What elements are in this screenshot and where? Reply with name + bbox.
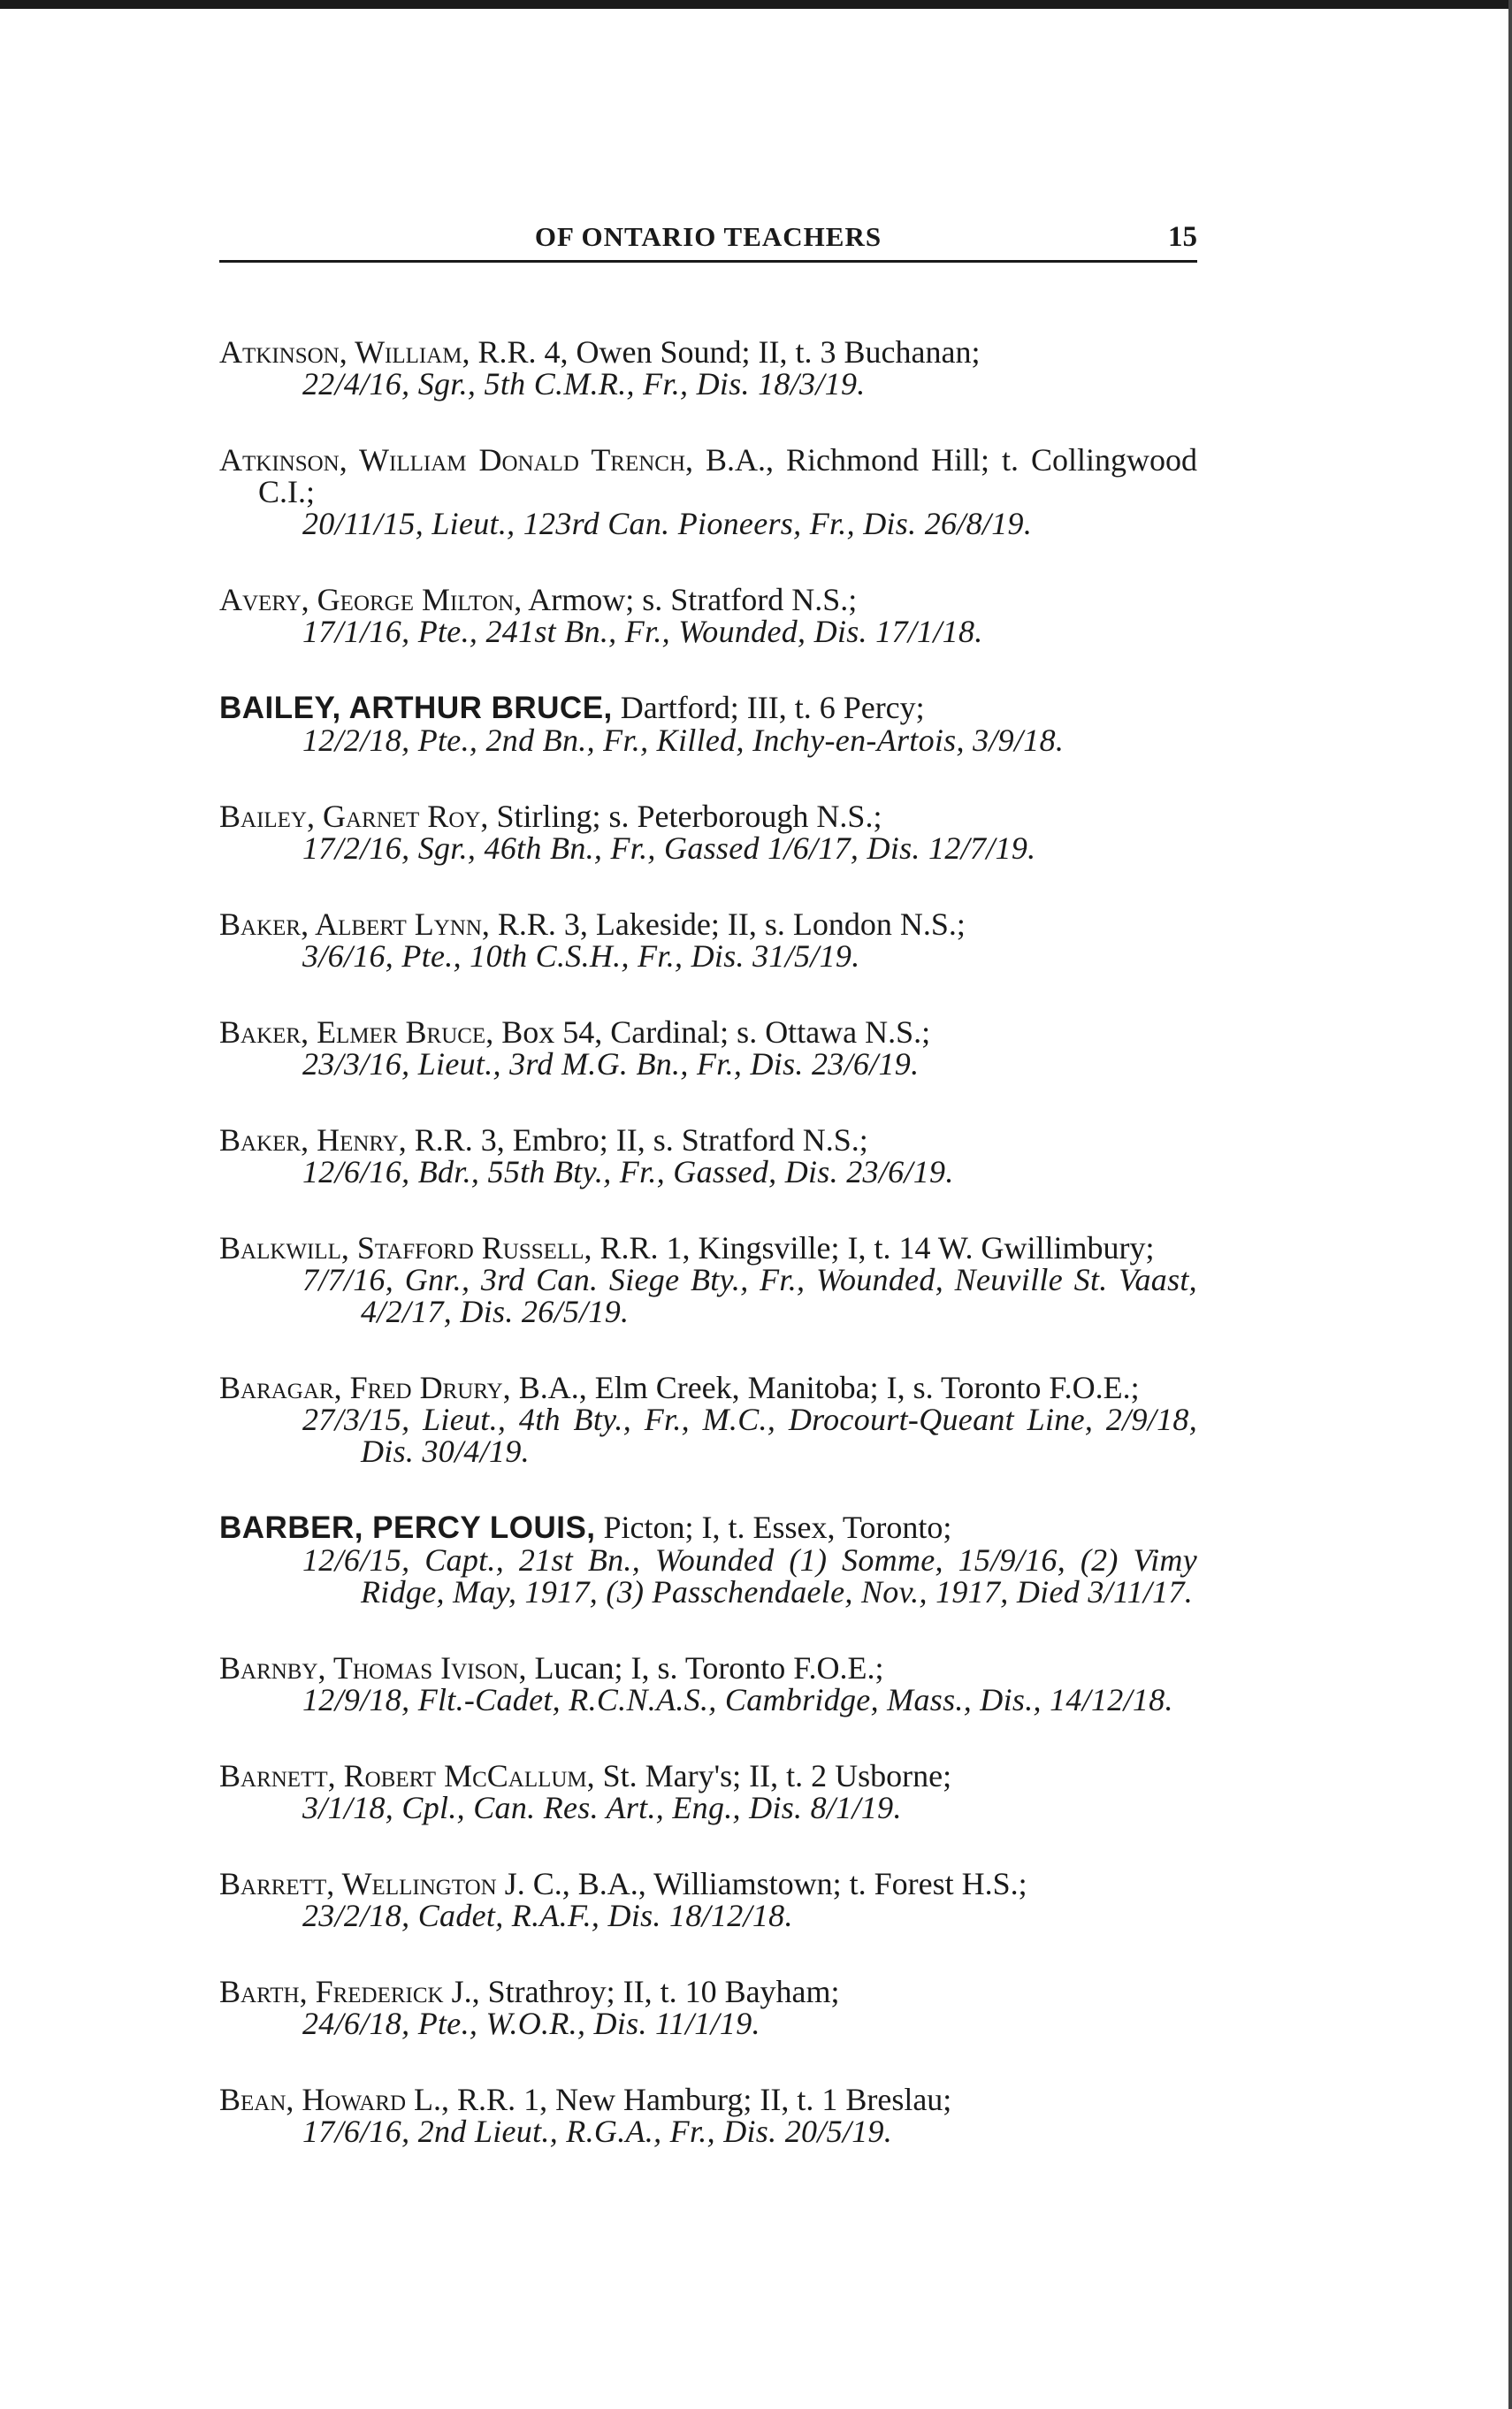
entry-name: Bailey, Garnet Roy,	[219, 799, 489, 834]
entry-details: B.A., Williamstown; t. Forest H.S.;	[569, 1866, 1027, 1901]
list-item	[219, 1652, 1197, 1716]
entry-name: Balkwill, Stafford Russell,	[219, 1230, 592, 1266]
list-item	[219, 336, 1197, 400]
entry-name-killed: BAILEY, ARTHUR BRUCE,	[219, 691, 613, 725]
entry-name-died: BARBER, PERCY LOUIS,	[219, 1510, 596, 1545]
entry-details: B.A., Richmond Hill; t. Collingwood C.I.;	[258, 442, 1198, 509]
list-item	[219, 1511, 1197, 1608]
list-item	[219, 908, 1197, 972]
entry-details: St. Mary's; II, t. 2 Usborne;	[594, 1758, 952, 1793]
entry-service: 17/1/16, Pte., 241st Bn., Fr., Wounded, Dis. 17/1/18.	[302, 614, 983, 649]
entry-service: 12/6/15, Capt., 21st Bn., Wounded (1) Somme, 15/9/16, (2) Vimy Ridge, May, 1917, (3) Passchendaele, Nov., 1917, Died 3/11/17.	[302, 1542, 1197, 1610]
entry-service: 17/2/16, Sgr., 46th Bn., Fr., Gassed 1/6/17, Dis. 12/7/19.	[302, 830, 1036, 866]
entry-name: Atkinson, William,	[219, 334, 470, 370]
entry-name: Barnby, Thomas Ivison,	[219, 1650, 527, 1686]
list-item	[219, 1372, 1197, 1467]
entry-details: Armow; s. Stratford N.S.;	[522, 582, 858, 617]
entry-service: 3/6/16, Pte., 10th C.S.H., Fr., Dis. 31/5/19.	[302, 938, 860, 974]
top-border-line	[0, 0, 1512, 9]
list-item	[219, 1232, 1197, 1327]
list-item	[219, 584, 1197, 647]
entry-name: Barnett, Robert McCallum,	[219, 1758, 595, 1793]
list-item	[219, 1976, 1197, 2039]
entry-details: Box 54, Cardinal; s. Ottawa N.S.;	[493, 1014, 931, 1050]
entry-name: Barrett, Wellington J. C.,	[219, 1866, 570, 1901]
entry-service: 20/11/15, Lieut., 123rd Can. Pioneers, Fr., Dis. 26/8/19.	[302, 506, 1033, 541]
entry-details: R.R. 3, Embro; II, s. Stratford N.S.;	[406, 1122, 868, 1158]
entry-name: Bean, Howard L.,	[219, 2082, 450, 2117]
entry-service: 12/6/16, Bdr., 55th Bty., Fr., Gassed, Dis. 23/6/19.	[302, 1154, 954, 1189]
entry-details: Picton; I, t. Essex, Toronto;	[595, 1510, 952, 1545]
list-item	[219, 2084, 1197, 2147]
entry-name: Baragar, Fred Drury,	[219, 1370, 511, 1405]
entry-details: R.R. 1, New Hamburg; II, t. 1 Breslau;	[449, 2082, 952, 2117]
entry-details: Strathroy; II, t. 10 Bayham;	[479, 1974, 840, 2009]
entry-service: 27/3/15, Lieut., 4th Bty., Fr., M.C., Drocourt-Queant Line, 2/9/18, Dis. 30/4/19.	[302, 1402, 1197, 1469]
entry-details: R.R. 3, Lakeside; II, s. London N.S.;	[489, 906, 966, 942]
list-item	[219, 1016, 1197, 1080]
entry-details: R.R. 1, Kingsville; I, t. 14 W. Gwillimbury;	[592, 1230, 1155, 1266]
header-rule	[219, 260, 1197, 263]
entry-service: 7/7/16, Gnr., 3rd Can. Siege Bty., Fr., Wounded, Neuville St. Vaast, 4/2/17, Dis. 26/5/19.	[302, 1262, 1197, 1329]
entry-service: 17/6/16, 2nd Lieut., R.G.A., Fr., Dis. 20/5/19.	[302, 2114, 893, 2149]
entry-service: 22/4/16, Sgr., 5th C.M.R., Fr., Dis. 18/3/19.	[302, 366, 866, 402]
entry-name: Baker, Henry,	[219, 1122, 407, 1158]
entry-name: Baker, Elmer Bruce,	[219, 1014, 494, 1050]
page-header	[219, 221, 1197, 256]
page-number: 15	[1168, 221, 1197, 253]
entry-name: Baker, Albert Lynn,	[219, 906, 490, 942]
entry-service: 12/9/18, Flt.-Cadet, R.C.N.A.S., Cambridge, Mass., Dis., 14/12/18.	[302, 1682, 1173, 1717]
entry-name: Avery, George Milton,	[219, 582, 523, 617]
entry-list	[219, 336, 1197, 2191]
list-item	[219, 1760, 1197, 1824]
entry-service: 3/1/18, Cpl., Can. Res. Art., Eng., Dis. 8/1/19.	[302, 1790, 902, 1825]
entry-details: R.R. 4, Owen Sound; II, t. 3 Buchanan;	[470, 334, 981, 370]
running-title: OF ONTARIO TEACHERS	[534, 221, 882, 252]
right-border-line	[1508, 0, 1512, 2409]
entry-details: Stirling; s. Peterborough N.S.;	[488, 799, 882, 834]
entry-service: 23/3/16, Lieut., 3rd M.G. Bn., Fr., Dis. 23/6/19.	[302, 1046, 920, 1082]
entry-name: Atkinson, William Donald Trench,	[219, 442, 694, 478]
entry-details: B.A., Elm Creek, Manitoba; I, s. Toronto F.O.E.;	[510, 1370, 1140, 1405]
list-item	[219, 444, 1197, 539]
entry-service: 23/2/18, Cadet, R.A.F., Dis. 18/12/18.	[302, 1898, 793, 1933]
entry-service: 24/6/18, Pte., W.O.R., Dis. 11/1/19.	[302, 2006, 760, 2041]
list-item	[219, 692, 1197, 756]
list-item	[219, 1124, 1197, 1188]
list-item	[219, 1868, 1197, 1931]
entry-details: Dartford; III, t. 6 Percy;	[612, 690, 925, 725]
list-item	[219, 800, 1197, 864]
entry-details: Lucan; I, s. Toronto F.O.E.;	[526, 1650, 884, 1686]
entry-service: 12/2/18, Pte., 2nd Bn., Fr., Killed, Inchy-en-Artois, 3/9/18.	[302, 723, 1065, 758]
entry-name: Barth, Frederick J.,	[219, 1974, 480, 2009]
